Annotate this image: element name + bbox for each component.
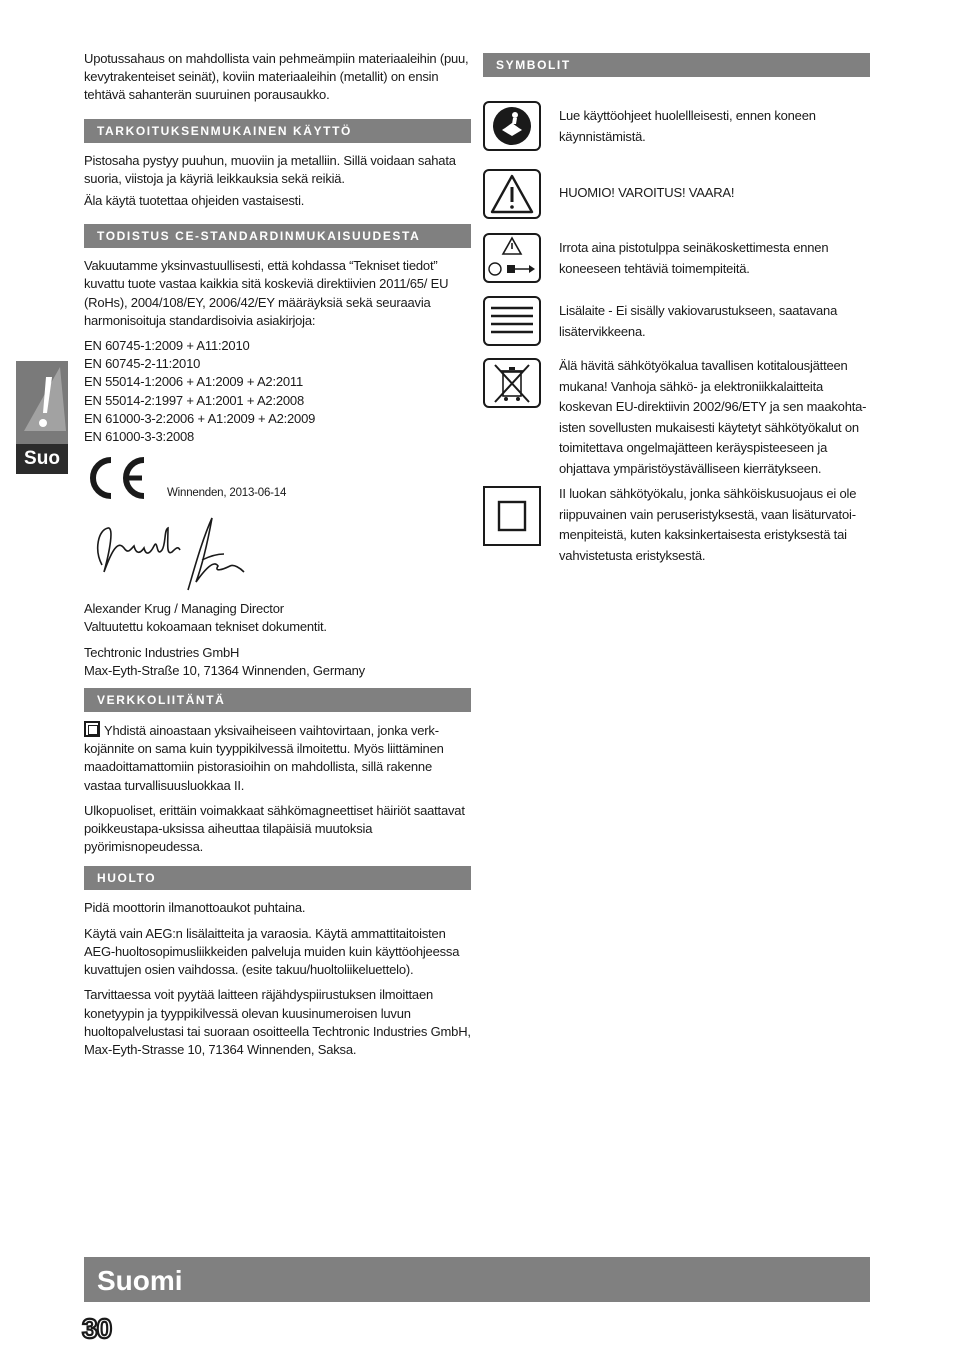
exclamation-icon — [16, 361, 68, 445]
section-heading-ce: TODISTUS CE-STANDARDINMUKAISUUDESTA — [84, 224, 471, 248]
symbol-text: Lue käyttöohjeet huolellleisesti, ennen koneen käynnistämistä. — [559, 108, 816, 144]
right-column — [483, 53, 870, 573]
page-number: 30 — [82, 1313, 112, 1344]
symbol-text: Lisälaite - Ei sisälly vakiovarustukseen, saatavana lisätervikkeena. — [559, 303, 838, 339]
standard-item: EN 55014-2:1997 + A1:2001 + A2:2008 — [84, 392, 304, 408]
signature-image — [84, 510, 471, 600]
mains-paragraph-2: Ulkopuoliset, erittäin voimakkaat sähkömagneettiset häiriöt saattavat poikkeustapa-uksissa aiheuttaa tilapäisiä muutoksia pyörimisnopeudessa. — [84, 802, 465, 855]
read-manual-icon — [483, 101, 541, 151]
symbol-text: Irrota aina pistotulppa seinäkoskettimesta ennen koneeseen tehtäviä toimempiteitä. — [559, 240, 829, 276]
accessory-icon — [483, 296, 541, 346]
signer-name — [84, 600, 471, 636]
section-heading-intended-use: TARKOITUKSENMUKAINEN KÄYTTÖ — [84, 119, 471, 143]
standards-list — [84, 337, 471, 446]
symbol-text: II luokan sähkötyökalu, jonka sähköiskusuojaus ei ole riippuvainen vain peruseristyksestä, vaan lisäturvatoi-menpiteistä, kuten kaksinkertaisesta eristyksestä tai vahvistetusta eristyksestä. — [559, 486, 857, 563]
unplug-icon — [483, 233, 541, 283]
standard-item: EN 61000-3-3:2008 — [84, 429, 195, 445]
standard-item: EN 60745-2-11:2010 — [84, 356, 201, 372]
symbol-text: Älä hävitä sähkötyökalua tavallisen kotitalousjätteen mukana! Vanhoja sähkö- ja elektroniikkalaitteita koskevan EU-direktiivin 2002/96/ETY ja sen maakohta-isten sovellusten mukaisesti käytetyt sähkötyökalut on toimitettava ongelmajätteen keräyspisteeseen ja ohjattava ympäristöystävälliseen kierrätykseen. — [559, 358, 867, 476]
section-heading-symbols: SYMBOLIT — [483, 53, 870, 77]
warning-icon — [483, 169, 541, 219]
place-date: Winnenden, 2013-06-14 — [167, 487, 287, 500]
intended-use-paragraph-1: Pistosaha pystyy puuhun, muoviin ja metalliin. Sillä voidaan sahata suoria, viistoja ja käyriä leikkauksia sekä reikiä. — [84, 152, 456, 186]
ce-declaration-paragraph: Vakuutamme yksinvastuullisesti, että kohdassa “Tekniset tiedot” kuvattu tuote vastaa kaikkia sitä koskeviä direktiivien 2011/65/ EU (RoHs), 2004/108/EY, 2006/42/EY määräyksiä sekä seuraavia harmonisoituja standardisoivia asiakirjoja: — [84, 258, 449, 328]
language-footer-bar: Suomi — [84, 1257, 870, 1302]
class-ii-inline-icon — [84, 721, 100, 737]
maintenance-paragraph-2: Käytä vain AEG:n lisälaitteita ja varaosia. Käytä ammattitaitoisten AEG-huoltosopimusliikkeiden palveluja muiden kuin käyttöohjeessa kuvattujen osien vaihdossa. (esite takuu/huoltoliikeluettelo). — [84, 925, 460, 978]
class-ii-icon — [483, 486, 541, 546]
maintenance-paragraph-1: Pidä moottorin ilmanottoaukot puhtaina. — [84, 900, 306, 916]
symbol-text: HUOMIO! VAROITUS! VAARA! — [559, 185, 735, 200]
weee-bin-icon — [483, 358, 541, 408]
company-name: Techtronic Industries GmbH — [84, 644, 240, 660]
side-language-tab — [16, 361, 68, 474]
authorized-line: Valtuutettu kokoamaan tekniset dokumentit. — [84, 619, 327, 635]
signer-line: Alexander Krug / Managing Director — [84, 601, 284, 617]
tab-language-label: Suo — [16, 444, 68, 474]
section-heading-maintenance: HUOLTO — [84, 866, 471, 890]
standard-item: EN 61000-3-2:2006 + A1:2009 + A2:2009 — [84, 410, 316, 426]
company-address-line: Max-Eyth-Straße 10, 71364 Winnenden, Germany — [84, 662, 365, 678]
intended-use-paragraph-2: Äla käytä tuotettaa ohjeiden vastaisesti. — [84, 193, 305, 209]
intro-paragraph: Upotussahaus on mahdollista vain pehmeämpiin materiaaleihin (puu, kevytrakenteiset seinät), koviin materiaaleihin (metallit) on ensin tehtävä sahanterän suuruinen porausaukko. — [84, 51, 469, 103]
maintenance-paragraph-3: Tarvittaessa voit pyytää laitteen räjähdyspiirustuksen ilmoittaen konetyypin ja tyyppikilvessä olevan kuusinumeroisen luvun huoltopalvelustasi tai suoraan osoitteella Techtronic Industries GmbH, Max-Eyth-Strasse 10, 71364 Winnenden, Saksa. — [84, 987, 471, 1057]
section-heading-mains: VERKKOLIITÄNTÄ — [84, 688, 471, 712]
left-column — [84, 50, 471, 1066]
company-address — [84, 644, 471, 680]
mains-text: Yhdistä ainoastaan yksivaiheiseen vaihtovirtaan, jonka verk-kojännite on sama kuin tyyppikilvessä ilmoitettu. Myös liittäminen maadoittamattomiin pistorasioihin on mahdollista, sillä rakenne vastaa turvallisuusluokkaa II. — [84, 723, 444, 793]
ce-mark-icon — [84, 454, 150, 502]
standard-item: EN 60745-1:2009 + A11:2010 — [84, 338, 250, 354]
mains-paragraph-1 — [84, 721, 471, 795]
standard-item: EN 55014-1:2006 + A1:2009 + A2:2011 — [84, 374, 304, 390]
ce-mark-row — [84, 454, 471, 508]
